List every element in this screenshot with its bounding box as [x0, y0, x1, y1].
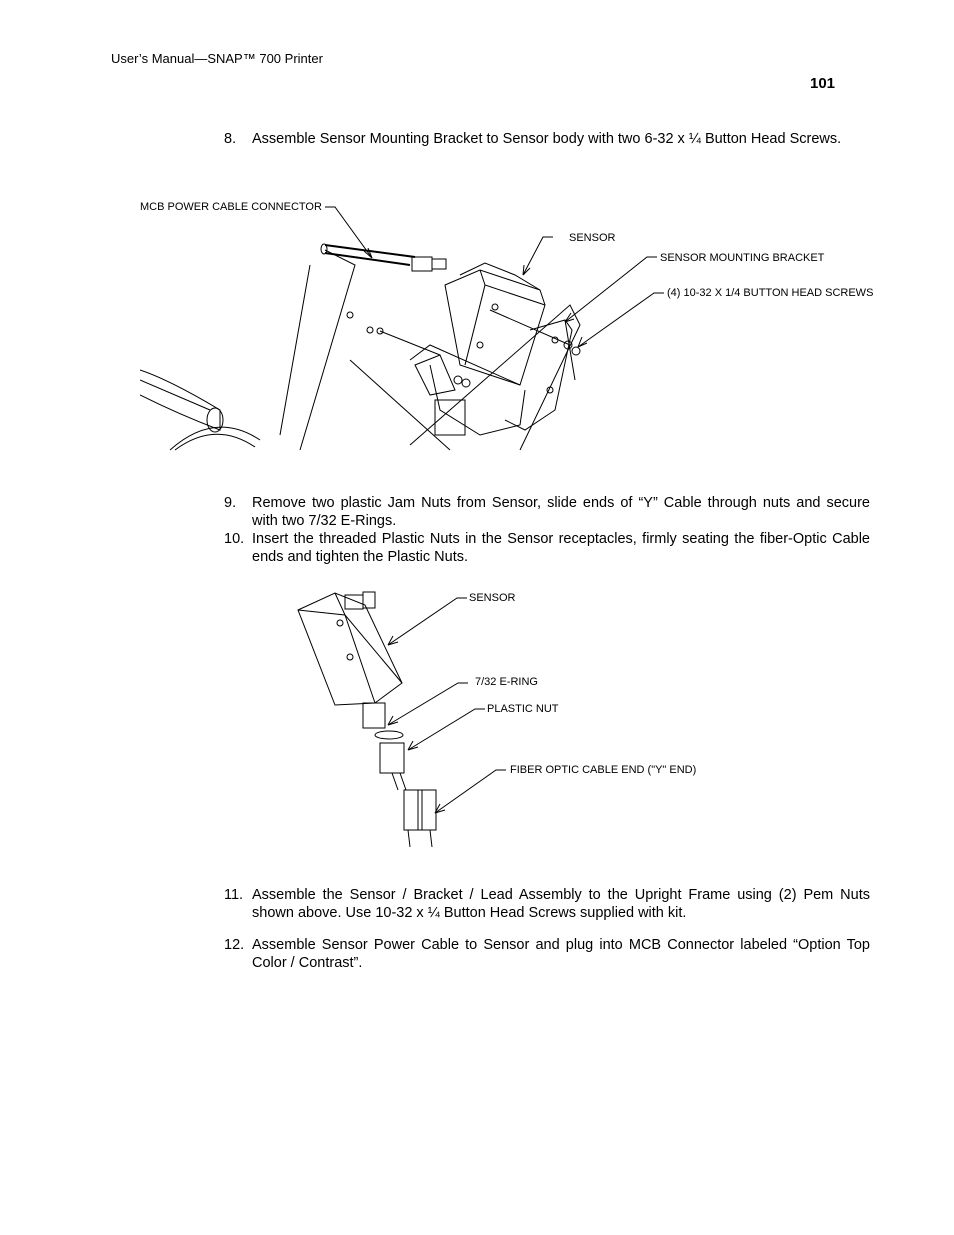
step-9 — [224, 494, 870, 530]
step-11 — [224, 886, 870, 922]
running-header: User’s Manual—SNAP™ 700 Printer — [111, 51, 323, 66]
step-number: 11. — [224, 887, 244, 903]
step-text: Assemble the Sensor / Bracket / Lead Assembly to the Upright Frame using (2) Pem Nuts shown above. Use 10-32 x ¼ Button Head Screws supplied with kit. — [252, 887, 870, 921]
step-number: 10. — [224, 531, 245, 547]
step-12 — [224, 936, 870, 972]
figure-sensor-fiber-optic — [290, 585, 730, 855]
label-e-ring: 7/32 E-RING — [475, 676, 538, 688]
step-number: 9. — [224, 495, 237, 511]
step-text: Assemble Sensor Mounting Bracket to Sensor body with two 6-32 x ¼ Button Head Screws. — [252, 131, 842, 147]
page-number: 101 — [810, 75, 836, 92]
label-sensor: SENSOR — [469, 592, 516, 604]
label-plastic-nut: PLASTIC NUT — [487, 703, 559, 715]
label-mcb-power-cable-connector: MCB POWER CABLE CONNECTOR — [140, 201, 322, 213]
step-8 — [224, 130, 870, 148]
step-text: Remove two plastic Jam Nuts from Sensor, slide ends of “Y” Cable through nuts and secure with two 7/32 E-Rings. — [252, 495, 870, 529]
label-sensor: SENSOR — [569, 232, 616, 244]
step-text: Insert the threaded Plastic Nuts in the Sensor receptacles, firmly seating the fiber-Optic Cable ends and tighten the Plastic Nuts. — [252, 531, 870, 565]
figure-sensor-bracket-assembly — [140, 195, 880, 455]
label-fiber-optic-cable-end: FIBER OPTIC CABLE END ("Y" END) — [510, 764, 697, 776]
step-number: 12. — [224, 937, 245, 953]
step-10 — [224, 530, 870, 566]
label-button-head-screws: (4) 10-32 X 1/4 BUTTON HEAD SCREWS — [667, 287, 874, 299]
label-sensor-mounting-bracket: SENSOR MOUNTING BRACKET — [660, 252, 825, 264]
step-text: Assemble Sensor Power Cable to Sensor and plug into MCB Connector labeled “Option Top Color / Contrast”. — [252, 937, 870, 971]
step-number: 8. — [224, 131, 237, 147]
